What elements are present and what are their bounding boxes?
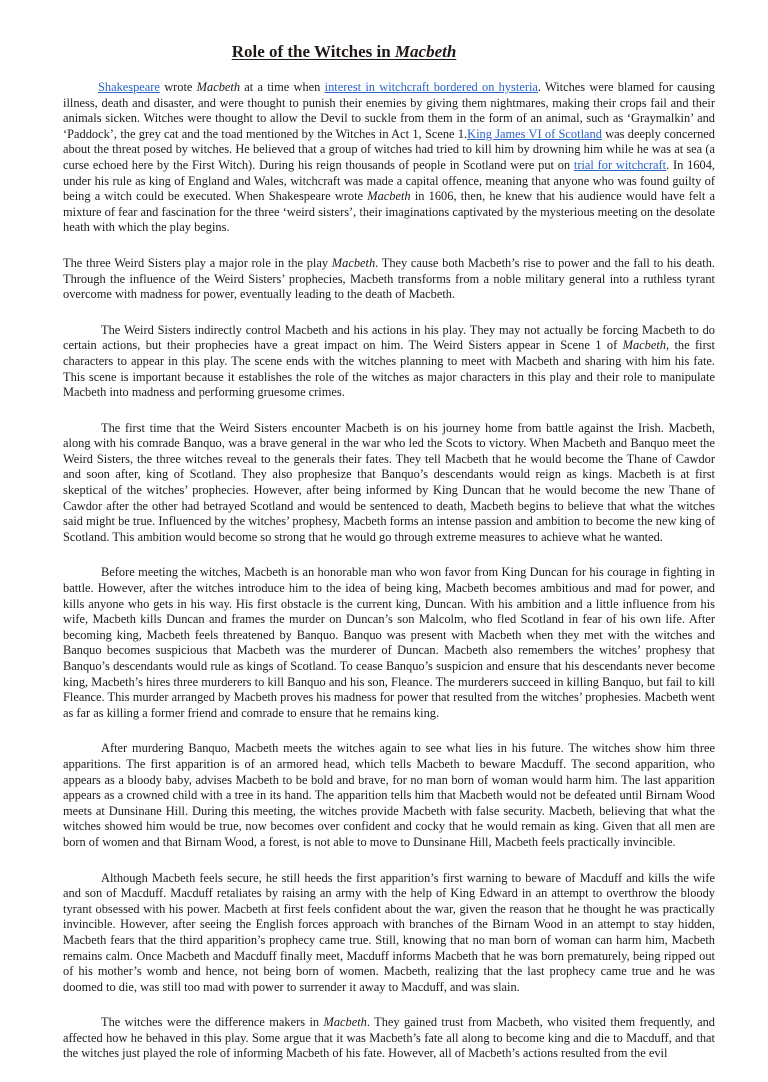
text-run: was deeply concerned about the threat posed by witches. He believed that a group of witches had tried to kill him by drowning him while he was at sea (a curse echoed here by the First Witch). During his reign thousands of people in Scotland were put on <box>63 126 715 172</box>
text-run: . They gained trust from Macbeth, who visited them frequently, and affected how he behaved in this play. Some argue that it was Macbeth’s fate all along to become king and die to Macduff, and that the witches just played the role of informing Macbeth of his fate. However, all of Macbeth’s actions resulted from the evil <box>63 1015 715 1061</box>
hyperlink[interactable]: interest in witchcraft bordered on hysteria <box>324 80 538 94</box>
text-run: Before meeting the witches, Macbeth is an honorable man who won favor from King Duncan for his courage in fighting in battle. However, after the witches introduce him to the idea of being king, Macbeth becomes ambitious and mad for power, and kills anyone who gets in his way. His first obstacle is the current king, Duncan. With his ambition and a little influence from his wife, Macbeth kills Duncan and frames the murder on Duncan’s son Malcolm, who fled Scotland in fear of his own life. After becoming king, Macbeth feels threatened by Banquo. Banquo was present with Macbeth when they met with the witches and Banquo becomes suspicious that Macbeth was the murderer of Duncan. Macbeth also remembers the witches’ prophesy that Banquo’s descendants would rule as kings of Scotland. To cease Banquo’s suspicion and ensure that his descendants never become king, Macbeth’s hires three murderers to kill Banquo and his son, Fleance. The murderers succeed in killing Banquo, but fail to kill Fleance. This murder arranged by Macbeth proves his madness for power that resulted from the witches’ prophesies. Macbeth went as far as killing a former friend and comrade to ensure that he remains king. <box>63 565 715 720</box>
hyperlink[interactable]: King James VI of Scotland <box>467 126 602 141</box>
italic-text: Macbeth <box>196 80 241 94</box>
text-run: wrote <box>159 80 197 94</box>
italic-text: Macbeth <box>367 189 411 204</box>
text-run: The first time that the Weird Sisters encounter Macbeth is on his journey home from battle against the Irish. Macbeth, along with his comrade Banquo, was a brave general in the war who led the Scots to victory. When Macbeth and Banquo meet the Weird Sisters, the three witches reveal to the generals their fates. They tell Macbeth that he would become the Thane of Cawdor and soon after, king of Scotland. They also prophesize that Banquo’s descendants would reign as kings. Macbeth is at first skeptical of the witches’ prophecies. However, after being informed by King Duncan that he would become the new Thane of Cawdor after the other had betrayed Scotland and would be sentenced to death, Macbeth begins to believe that what the witches said might be true. Influenced by the witches’ prophesy, Macbeth forms an intense passion and ambition to become the new king of Scotland. This ambition would become so strong that he would go through extreme measures to achieve what he wanted. <box>63 420 715 544</box>
paragraph-6 <box>63 741 715 850</box>
italic-text: Macbeth <box>622 338 666 353</box>
title-italic: Macbeth <box>394 42 457 61</box>
paragraph-4 <box>63 421 715 546</box>
document-body <box>63 80 715 1082</box>
paragraph-5 <box>63 565 715 721</box>
text-run: The Weird Sisters indirectly control Macbeth and his actions in his play. They may not actually be forcing Macbeth to do certain actions, but their prophecies have a great impact on him. The Weird Sisters appear in Scene 1 of <box>63 322 715 353</box>
text-run: Although Macbeth feels secure, he still heeds the first apparition’s first warning to beware of Macduff and kills the wife and son of Macduff. Macduff retaliates by raising an army with the help of King Edward in an attempt to overthrow the bloody tyrant obsessed with his power. Macbeth at first feels confident about the war, given the reason that he thought he was practically invincible. However, after seeing the English forces approach with branches of the Birnam Wood in an attempt to stay hidden, Macbeth fears that the third apparition’s prophecy came true. Still, knowing that no man born of woman can harm him, Macbeth remains calm. Once Macbeth and Macduff finally meet, Macduff informs Macbeth that he was born prematurely, being ripped out of his mother’s womb and hence, not being born of women. Macbeth, realizing that the last prophecy came true and he was doomed to die, was still too mad with power to surrender it away to Macduff, and was slain. <box>63 870 715 994</box>
document-title <box>0 41 688 63</box>
hyperlink[interactable]: trial for witchcraft <box>573 157 667 172</box>
paragraph-1 <box>63 80 715 236</box>
text-run: After murdering Banquo, Macbeth meets the witches again to see what lies in his future. The witches show him three apparitions. The first apparition is of an armored head, which tells Macbeth to beware Macduff. The second apparition, who appears as a bloody baby, advises Macbeth to be bold and brave, for no man born of woman would harm him. The last apparition appears as a crowned child with a tree in its hand. The apparition tells him that Macbeth would not be defeated until Birnam Wood meets at Dunsinane Hill. During this meeting, the witches provide Macbeth with false security. Macbeth, believing that what the witches showed him would be true, now becomes over confident and cocky that he would remain as king. Given that all men are born of women and that Birnam Wood, a forest, is not able to move to Dunsinane Hill, Macbeth feels practically invincible. <box>63 741 715 849</box>
title-text: Role of the Witches in <box>231 42 395 61</box>
text-run: The three Weird Sisters play a major role in the play <box>63 255 332 270</box>
paragraph-3 <box>63 323 715 401</box>
text-run: The witches were the difference makers in <box>101 1015 324 1030</box>
text-run: in 1606, then, he knew that his audience would have felt a mixture of fear and fascination for the three ‘weird sisters’, their imaginations captivated by the mysterious meeting on the desolate heath with which the play begins. <box>63 189 715 235</box>
text-run: . They cause both Macbeth’s rise to power and the fall to his death. Through the influence of the Weird Sisters’ prophecies, Macbeth transforms from a noble military general into a ruthless tyrant overcome with madness for power, eventually leading to the death of Macbeth. <box>63 255 715 302</box>
italic-text: Macbeth <box>331 255 376 270</box>
text-run: . In 1604, under his rule as king of England and Wales, witchcraft was made a capital offence, meaning that anyone who was found guilty of being a witch could be executed. When Shakespeare wrote <box>63 157 715 204</box>
italic-text: Macbeth <box>323 1015 367 1030</box>
paragraph-2 <box>63 256 715 303</box>
paragraph-7 <box>63 871 715 996</box>
text-run: , the first characters to appear in this play. The scene ends with the witches planning to meet with Macbeth and sharing with him his fate. This scene is important because it establishes the role of the witches as major characters in this play and their role to manipulate Macbeth into madness and performing gruesome crimes. <box>63 338 715 400</box>
paragraph-8 <box>63 1015 715 1062</box>
hyperlink[interactable]: Shakespeare <box>98 80 160 94</box>
text-run: at a time when <box>240 80 325 94</box>
text-run: . Witches were blamed for causing illness, death and disaster, and were thought to punish their enemies by giving them nightmares, making their crops fail and their animals sicken. Witches were thought to allow the Devil to suckle from them in the form of an animal, such as ‘Graymalkin’ and ‘Paddock’, the grey cat and the toad mentioned by the Witches in Act 1, Scene 1. <box>63 80 715 141</box>
